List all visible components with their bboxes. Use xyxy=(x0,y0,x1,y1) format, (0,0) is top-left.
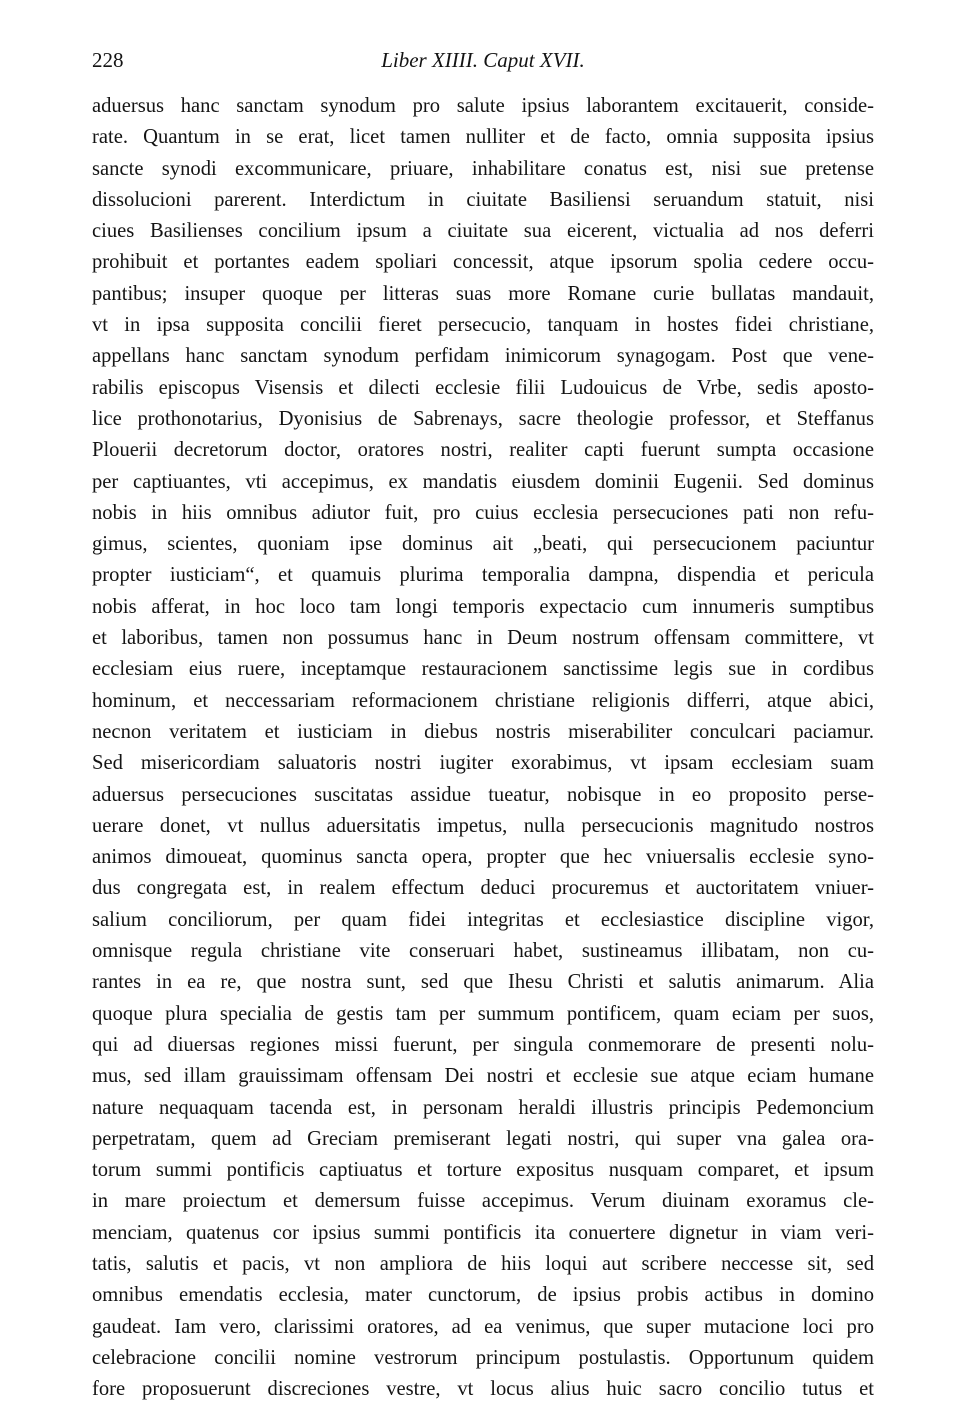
text-line: animos dimoueat, quominus sancta opera, propter que hec vniuersalis ecclesie syno- xyxy=(92,846,874,869)
page-number: 228 xyxy=(92,48,124,72)
text-line: appellans hanc sanctam synodum perfidam inimicorum synagogam. Post que vene- xyxy=(92,345,874,368)
text-line: propter iusticiam“, et quamuis plurima temporalia dampna, dispendia et pericula xyxy=(92,564,874,587)
text-line: quoque plura specialia de gestis tam per summum pontificem, quam eciam per suos, xyxy=(92,1002,874,1025)
text-line: hominum, et neccessariam reformacionem christiane religionis differri, atque abici, xyxy=(92,689,874,712)
text-line: aduersus hanc sanctam synodum pro salute ipsius laborantem excitauerit, conside- xyxy=(92,95,874,117)
text-line: dus congregata est, in realem effectum deduci procuremus et auctoritatem vniuer- xyxy=(92,877,874,900)
text-line: aduersus persecuciones suscitatas assidue tueatur, nobisque in eo proposito perse- xyxy=(92,783,874,806)
text-line: ciues Basilienses concilium ipsum a ciuitate sua eicerent, victualia ad nos deferri xyxy=(92,220,874,243)
text-line: rantes in ea re, que nostra sunt, sed que Ihesu Christi et salutis animarum. Alia xyxy=(92,971,874,994)
text-line: mus, sed illam grauissimam offensam Dei nostri et ecclesie sue atque eciam humane xyxy=(92,1065,874,1088)
text-line: in mare proiectum et demersum fuisse accepimus. Verum diuinam exoramus cle- xyxy=(92,1190,874,1213)
text-line: qui ad diuersas regiones missi fuerunt, per singula conmemorare de presenti nolu- xyxy=(92,1033,874,1056)
text-line: omnibus emendatis ecclesia, mater cunctorum, de ipsius probis actibus in domino xyxy=(92,1284,874,1307)
text-line: perpetratam, quem ad Greciam premiserant legati nostri, qui super vna galea ora- xyxy=(92,1127,874,1150)
text-line: per captiuantes, vti accepimus, ex mandatis eiusdem dominii Eugenii. Sed dominus xyxy=(92,470,874,493)
text-line: omnisque regula christiane vite conseruari habet, sustineamus illibatam, non cu- xyxy=(92,940,874,963)
body-text xyxy=(92,91,874,1405)
text-line: gimus, scientes, quoniam ipse dominus ait „beati, qui persecucionem paciuntur xyxy=(92,533,874,556)
text-line: nobis afferat, in hoc loco tam longi temporis expectacio cum innumeris sumptibus xyxy=(92,595,874,618)
text-line: vt in ipsa supposita concilii fieret persecucio, tanquam in hostes fidei christiane, xyxy=(92,314,874,337)
text-line: tatis, salutis et pacis, vt non ampliora de hiis loqui aut scribere neccesse sit, sed xyxy=(92,1252,874,1275)
text-line: prohibuit et portantes eadem spoliari concessit, atque ipsorum spolia cedere occu- xyxy=(92,251,874,274)
text-line: lice prothonotarius, Dyonisius de Sabrenays, sacre theologie professor, et Steffanus xyxy=(92,407,874,430)
text-line: salium conciliorum, per quam fidei integritas et ecclesiastice discipline vigor, xyxy=(92,908,874,931)
text-line: gaudeat. Iam vero, clarissimi oratores, ad ea venimus, que super mutacione loci pro xyxy=(92,1315,874,1338)
text-line: Plouerii decretorum doctor, oratores nostri, realiter capti fuerunt sumpta occasione xyxy=(92,439,874,462)
text-line: celebracione concilii nomine vestrorum principum postulastis. Opportunum quidem xyxy=(92,1346,874,1369)
running-title: Liber XIIII. Caput XVII. xyxy=(381,48,585,72)
text-line: sancte synodi excommunicare, priuare, inhabilitare conatus est, nisi sue pretense xyxy=(92,157,874,180)
text-line: nobis in hiis omnibus adiutor fuit, pro cuius ecclesia persecuciones pati non refu- xyxy=(92,501,874,524)
text-line: rabilis episcopus Visensis et dilecti ecclesie filii Ludouicus de Vrbe, sedis aposto- xyxy=(92,376,874,399)
text-line: dissolucioni parerent. Interdictum in ciuitate Basiliensi seruandum statuit, nisi xyxy=(92,188,874,211)
text-line: rate. Quantum in se erat, licet tamen nulliter et de facto, omnia supposita ipsius xyxy=(92,126,874,149)
text-line: necnon veritatem et iusticiam in diebus nostris miserabiliter conculcari paciamur. xyxy=(92,720,874,743)
text-line: fore proposuerunt discreciones vestre, vt locus alius huic sacro concilio tutus et xyxy=(92,1378,874,1401)
text-line: Sed misericordiam saluatoris nostri iugiter exorabimus, vt ipsam ecclesiam suam xyxy=(92,752,874,775)
text-line: pantibus; insuper quoque per litteras suas more Romane curie bullatas mandauit, xyxy=(92,282,874,305)
running-head xyxy=(92,44,874,76)
text-line: nature nequaquam tacenda est, in personam heraldi illustris principis Pedemoncium xyxy=(92,1096,874,1119)
text-line: uerare donet, vt nullus aduersitatis impetus, nulla persecucionis magnitudo nostros xyxy=(92,814,874,837)
text-line: ecclesiam eius ruere, inceptamque restauracionem sanctissime legis sue in cordibus xyxy=(92,658,874,681)
text-line: menciam, quatenus cor ipsius summi pontificis ita conuertere dignetur in viam veri- xyxy=(92,1221,874,1244)
text-line: et laboribus, tamen non possumus hanc in Deum nostrum offensam committere, vt xyxy=(92,627,874,650)
text-line: torum summi pontificis captiuatus et torture expositus nusquam comparet, et ipsum xyxy=(92,1159,874,1182)
